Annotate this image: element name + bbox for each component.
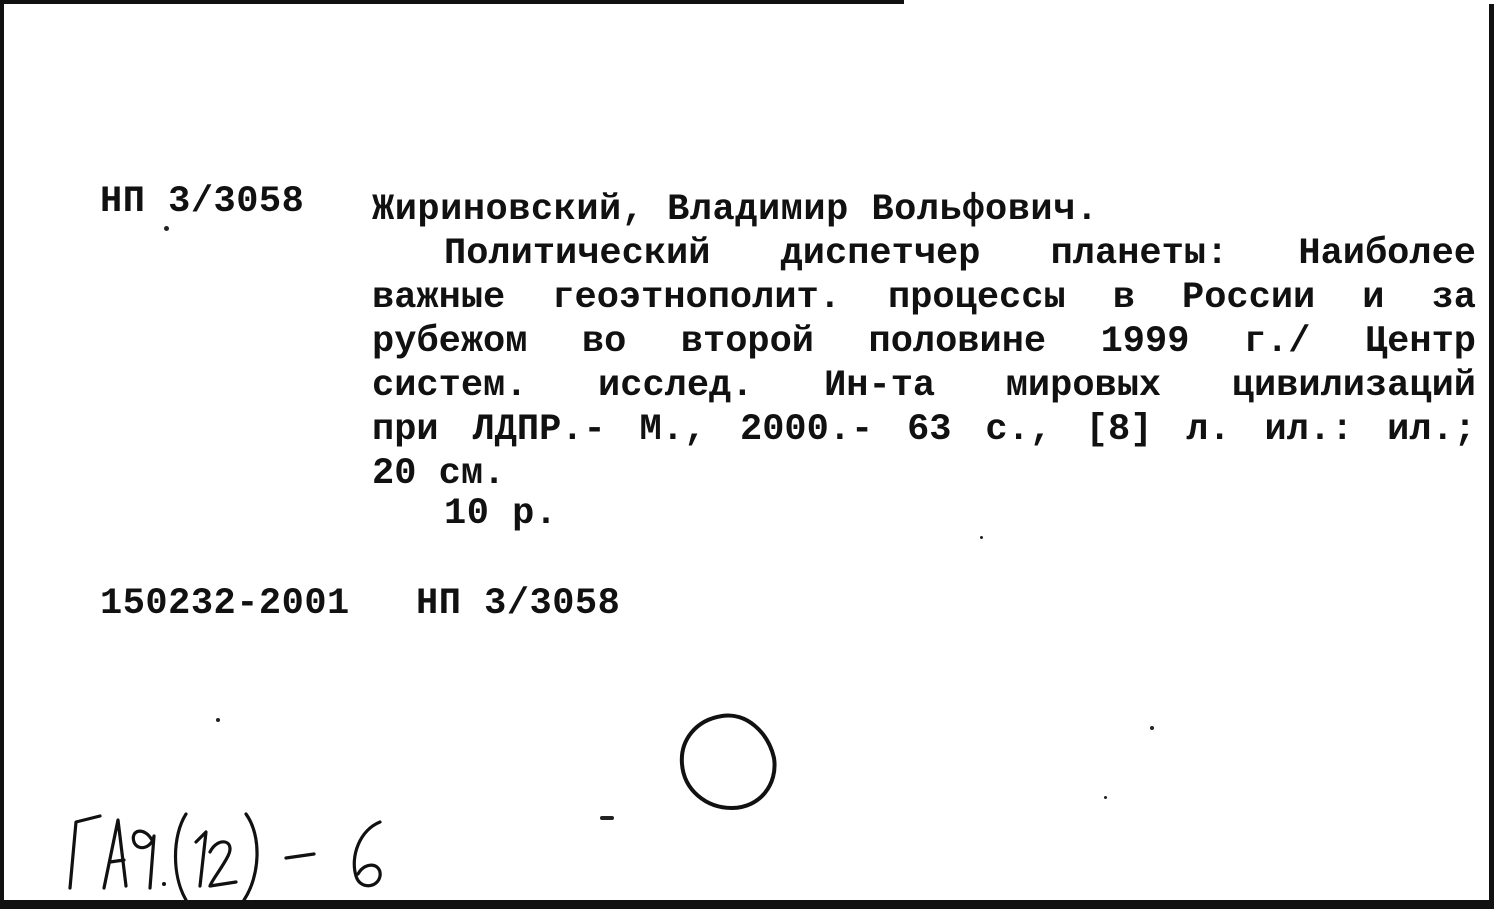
scan-speck [980,536,983,539]
footer-shelfmark: НП 3/3058 [416,583,621,625]
scan-speck [164,226,169,231]
description-line: важные геоэтнополит. процессы в России и за [372,277,1476,319]
price: 10 р. [444,493,558,535]
scan-speck [600,816,614,820]
accession-number: 150232-2001 [100,583,350,625]
scan-speck [1150,726,1154,730]
card-border-gap [904,0,1494,4]
author-heading: Жириновский, Владимир Вольфович. [372,189,1099,231]
shelfmark: НП 3/3058 [100,181,305,223]
description-line: Политический диспетчер планеты: Наиболее [444,233,1476,275]
description-line: систем. исслед. Ин-та мировых цивилизаций [372,365,1476,407]
description-line: 20 см. [372,453,506,495]
handdrawn-circle [676,710,782,814]
handwritten-call-number [60,796,420,906]
bibliographic-description [372,232,1476,496]
scan-speck [216,718,220,722]
description-line: рубежом во второй половине 1999 г./ Центр [372,321,1476,363]
scan-speck [1104,796,1107,799]
description-line: при ЛДПР.- М., 2000.- 63 с., [8] л. ил.: ил.; [372,409,1476,451]
